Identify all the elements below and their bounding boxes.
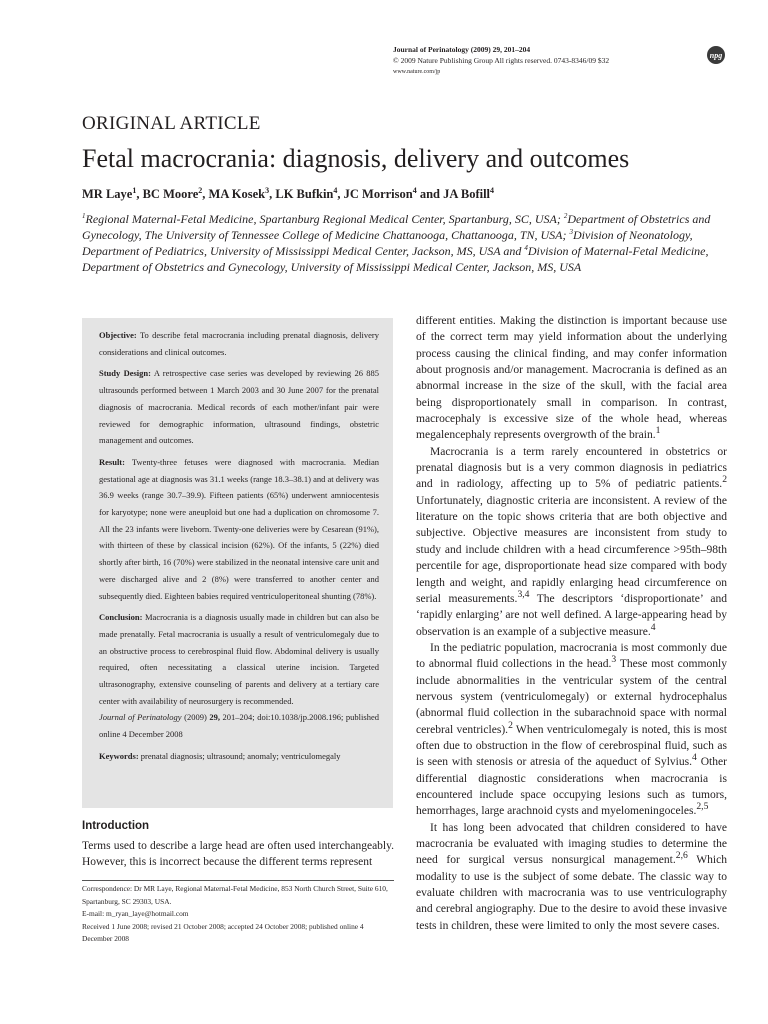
- author-name: MA Kosek: [208, 187, 266, 201]
- keywords-label: Keywords:: [99, 750, 139, 761]
- citation-ref[interactable]: 4: [692, 752, 697, 764]
- affiliation-text: Department of Obstetrics and Gynecology, The University of Tennessee College of Medicine Chattanooga, Chattanooga, TN, USA;: [82, 212, 711, 242]
- author-separator: ,: [202, 187, 209, 201]
- body-paragraph: [416, 640, 727, 820]
- abstract-keywords: [99, 748, 379, 765]
- body-paragraph: [416, 444, 727, 640]
- journal-header: [393, 44, 693, 76]
- paragraph-text: Which modality to use is the subject of some debate. The classic way to evaluate children with macrocrania was to use ventriculography and cerebral angiography. Due to the desire to avoid these invasive tests in children, these were limited to only the most severe cases.: [416, 854, 727, 932]
- body-paragraph: [416, 820, 727, 934]
- body-paragraph: [416, 313, 727, 444]
- author-affiliation-mark: 4: [490, 185, 495, 195]
- affiliation-text: Regional Maternal-Fetal Medicine, Spartanburg Regional Medical Center, Spartanburg, SC, USA;: [85, 212, 564, 226]
- author-separator: ,: [269, 187, 276, 201]
- citation-doi[interactable]: 201–204; doi:10.1038/jp.2008.196; published online 4 December 2008: [99, 712, 379, 740]
- citation-volume: 29,: [209, 712, 220, 723]
- footnote-divider: [82, 880, 394, 881]
- npg-logo: npg: [707, 46, 725, 64]
- citation-year: (2009): [181, 712, 210, 723]
- introduction-text: Terms used to describe a large head are often used interchangeably. However, this is incorrect because the different terms represent: [82, 840, 394, 869]
- author-affiliation-mark: 4: [412, 185, 417, 195]
- author-name: JA Bofill: [443, 187, 491, 201]
- affiliations: [82, 211, 727, 275]
- abstract-box: [82, 318, 393, 808]
- paragraph-text: In the pediatric population, macrocrania is most commonly due to abnormal fluid collections in the head.: [416, 641, 727, 671]
- footnotes: [82, 883, 394, 946]
- copyright-line: © 2009 Nature Publishing Group All rights reserved. 0743-8346/09 $32: [393, 56, 610, 65]
- result-text: Twenty-three fetuses were diagnosed with macrocrania. Median gestational age at diagnosis was 31.1 weeks (range 18.3–38.1) and at delivery was 36.9 weeks (range 30.7–39.9). Fifteen patients (65%) underwent amniocentesis for karyotype; none were aneuploid but one had a duplication on chromosome 7. All the 23 infants were liveborn. Twenty-one deliveries were by Cesarean (91%), with thirteen of these by classical incision (62%). Of the infants, 5 (22%) died shortly after birth, 16 (70%) were stabilized in the neonatal intensive care unit and were discharged alive and 2 (8%) were transferred to another center and subsequently died. Eighteen babies required ventriculoperitoneal shunting (78%).: [99, 456, 379, 601]
- author-name: MR Laye: [82, 187, 133, 201]
- author-name: BC Moore: [142, 187, 199, 201]
- abstract-result: [99, 454, 379, 604]
- paragraph-text: different entities. Making the distinction is important because use of the correct term may yield information about the underlying process causing the clinical finding, and may confer information about prognosis and/or management. Macrocrania is defined as an abnormal increase in the size of the skull, with the facial area being disproportionately small in comparison. In contrast, macrocephaly is excessive size of the whole head, whereas megalencephaly represents overgrowth of the brain.: [416, 315, 727, 442]
- paragraph-text: Macrocrania is a term rarely encountered in obstetrics or prenatal diagnosis but is a very common diagnosis in pediatrics and in radiology, affecting up to 5% of pediatric patients.: [416, 445, 727, 491]
- result-label: Result:: [99, 456, 125, 467]
- affiliation-text: Division of Maternal-Fetal Medicine, Department of Obstetrics and Gynecology, University of Mississippi Medical Center, Jackson, MS, USA: [82, 244, 709, 274]
- author-affiliation-mark: 1: [132, 185, 137, 195]
- abstract-conclusion: [99, 609, 379, 743]
- abstract-design: [99, 365, 379, 449]
- citation-ref[interactable]: 3,4: [517, 589, 530, 600]
- citation-ref[interactable]: 4: [650, 621, 656, 633]
- journal-citation: Journal of Perinatology (2009) 29, 201–204: [393, 45, 531, 54]
- affiliation-number: 1: [82, 212, 86, 220]
- author-name: LK Bufkin: [275, 187, 334, 201]
- journal-url[interactable]: www.nature.com/jp: [393, 69, 441, 75]
- paragraph-text: When ventriculomegaly is noted, this is most often due to obstruction in the flow of cerebrospinal fluid, such as is seen with stenosis or atresia of the aqueduct of Sylvius.: [416, 723, 727, 769]
- article-type: ORIGINAL ARTICLE: [82, 113, 261, 134]
- email-note[interactable]: E-mail: m_ryan_laye@hotmail.com: [82, 909, 189, 918]
- author-name: JC Morrison: [343, 187, 413, 201]
- conclusion-text: Macrocrania is a diagnosis usually made in children but can also be made prenatally. Fetal macrocrania is usually a result of ventriculomegaly due to an obstructive process to cerebrospinal fluid flow. Abdominal delivery is usually required, often necessitating a classical uterine incision. Targeted ultrasonography, extensive counseling of parents and delivery at a tertiary care center with availability of neurosurgery is recommended.: [99, 612, 380, 706]
- conclusion-label: Conclusion:: [99, 612, 143, 623]
- citation-ref[interactable]: 2,6: [675, 850, 688, 862]
- author-list: [82, 187, 494, 202]
- affiliation-text: Division of Neonatology, Department of Pediatrics, University of Mississippi Medical Center, Jackson, MS, USA and: [82, 228, 693, 258]
- paragraph-text: These most commonly include abnormalities in the ventricular system of the central nervous system (ventriculomegaly) or external hydrocephalus (abnormal fluid collection in the subarachnoid space with normal cerebral ventricles).: [416, 658, 727, 736]
- citation-ref[interactable]: 3: [611, 654, 617, 666]
- citation-ref[interactable]: 2: [508, 719, 513, 731]
- author-affiliation-mark: 4: [333, 185, 338, 195]
- citation-ref[interactable]: 2,5: [696, 801, 709, 813]
- author-separator: ,: [136, 187, 143, 201]
- citation-journal: Journal of Perinatology: [99, 712, 182, 723]
- paragraph-text: The descriptors ‘disproportionate’ and ‘rapidly enlarging’ are not well defined. A large-appearing head by observation is an example of a subjective measure.: [416, 592, 727, 638]
- paragraph-text: Unfortunately, diagnostic criteria are inconsistent. A review of the literature on the topic shows criteria that are both objective and subjective. Objective measures are inconsistent from study to study and include children with a head circumference >95th–98th percentile for age, disproportionate head size compared with body length and weight, and rapidly enlarging head circumference on serial measurements.: [416, 494, 727, 605]
- paragraph-text: It has long been advocated that children considered to have macrocrania be evaluated with imaging studies to determine the need for surgical versus nonsurgical management.: [416, 821, 727, 867]
- design-label: Study Design:: [99, 368, 151, 379]
- objective-label: Objective:: [99, 330, 137, 340]
- citation-ref[interactable]: 1: [655, 425, 661, 437]
- article-title: Fetal macrocrania: diagnosis, delivery and outcomes: [82, 144, 630, 173]
- correspondence-note: Correspondence: Dr MR Laye, Regional Maternal-Fetal Medicine, 853 North Church Street, Suite 610, Spartanburg, SC 29303, USA.: [82, 884, 388, 906]
- body-right-column: [416, 313, 727, 934]
- objective-text: To describe fetal macrocrania including prenatal diagnosis, delivery considerations and clinical outcomes.: [99, 330, 379, 357]
- abstract-objective: [99, 327, 379, 360]
- received-note: Received 1 June 2008; revised 21 October 2008; accepted 24 October 2008; published online 4 December 2008: [82, 921, 364, 943]
- affiliation-number: 3: [569, 228, 573, 236]
- keywords-text: prenatal diagnosis; ultrasound; anomaly; ventriculomegaly: [140, 750, 341, 761]
- introduction-heading: Introduction: [82, 820, 150, 832]
- affiliation-number: 4: [524, 244, 528, 252]
- author-affiliation-mark: 2: [198, 185, 203, 195]
- paragraph-text: Other differential diagnostic considerations when macrocrania is encountered include space occupying lesions such as tumors, hemorrhages, large arachnoid cysts and myelomeningoceles.: [416, 756, 727, 818]
- author-separator: and: [416, 187, 444, 201]
- affiliation-number: 2: [563, 212, 568, 220]
- author-affiliation-mark: 3: [265, 185, 270, 195]
- citation-ref[interactable]: 2: [722, 474, 727, 486]
- design-text: A retrospective case series was developed by reviewing 26 885 ultrasounds performed between 1 March 2003 and 30 June 2007 for the prenatal diagnosis of macrocrania. Medical records of each mother/infant pair were reviewed for demographic information, ultrasound findings, obstetric management and outcomes.: [99, 368, 380, 446]
- author-separator: ,: [337, 187, 344, 201]
